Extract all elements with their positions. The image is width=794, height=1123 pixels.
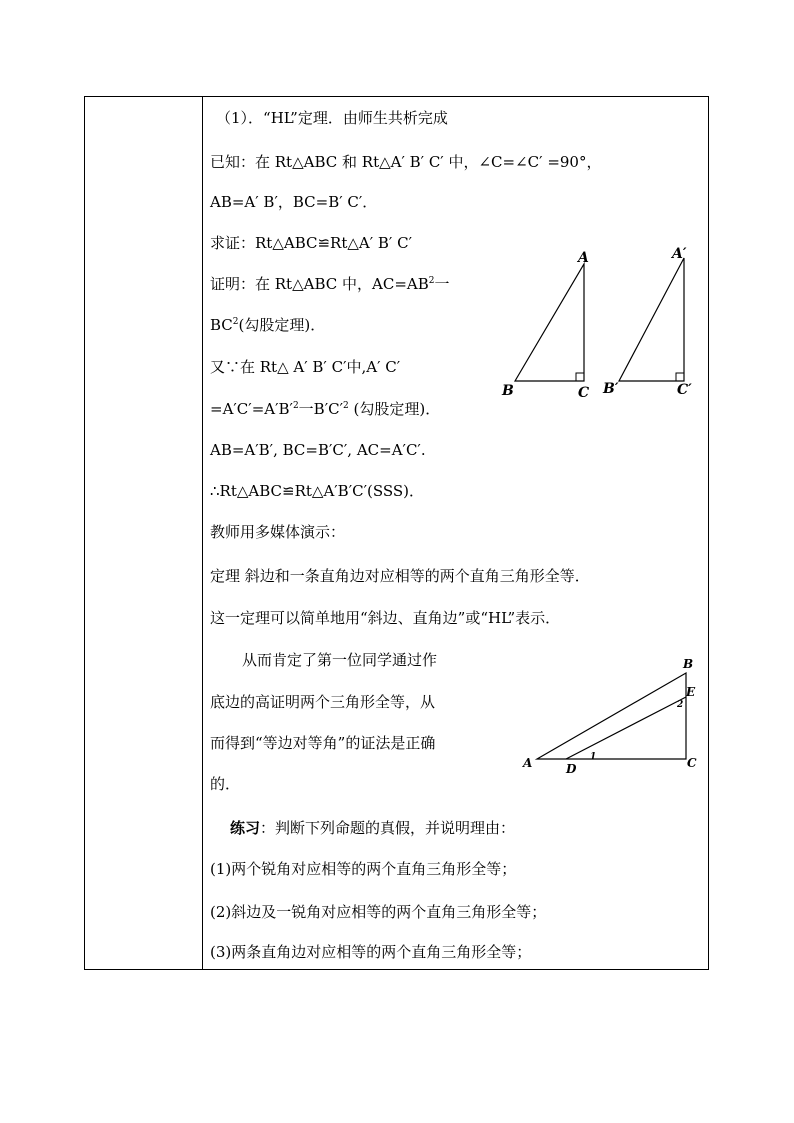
triangle-abc-figure (498, 245, 608, 405)
triangle-abc (515, 264, 584, 381)
text-line-exercise (230, 818, 515, 838)
text-line-proof-start (210, 274, 450, 294)
triangle-abc-large (537, 673, 686, 759)
exercise-item-2: (2)斜边及一锐角对应相等的两个直角三角形全等； (210, 903, 547, 921)
eq-part1: =A′C′=A′B′ (210, 400, 293, 418)
exercise-label: 练习 (230, 819, 261, 837)
triangle-a1b1c1 (619, 258, 684, 381)
triangle-ade-figure (520, 655, 710, 780)
text-line-equal-sides: AB=A′B′, BC=B′C′, AC=A′C′. (210, 441, 426, 459)
minus-sign: 一 (434, 275, 450, 293)
label-a-prime: A′ (672, 246, 687, 262)
text-line-hl-heading: （1）．“HL”定理．由师生共析完成 (216, 109, 448, 127)
superscript-2: 2 (232, 317, 239, 327)
label-c: C (578, 385, 590, 401)
text-line-correct: 而得到“等边对等角”的证法是正确 (210, 734, 436, 752)
segment-de (566, 697, 686, 759)
label-b: B (683, 657, 694, 671)
label-a: A (578, 250, 589, 266)
text-line-given: 已知：在 Rt△ABC 和 Rt△A′ B′ C′ 中，∠C=∠C′ =90°， (210, 153, 602, 171)
text-line-pythagoras (210, 315, 325, 335)
superscript-2: 2 (428, 276, 435, 286)
lesson-table (84, 96, 709, 970)
label-b-prime: B′ (603, 381, 619, 397)
label-a: A (523, 756, 533, 770)
eq-part3: (勾股定理)． (348, 400, 441, 418)
label-e: E (686, 685, 696, 699)
text-line-hl-naming: 这一定理可以简单地用“斜边、直角边”或“HL”表示． (210, 609, 561, 627)
label-c: C (687, 756, 697, 770)
label-d: D (566, 762, 577, 776)
bc-text: BC (210, 316, 233, 334)
pythagoras-note: (勾股定理)． (238, 316, 326, 334)
text-line-theorem: 定理 斜边和一条直角边对应相等的两个直角三角形全等． (210, 567, 590, 585)
text-line-teacher-demo: 教师用多媒体演示： (210, 523, 346, 541)
text-line-altitude: 底边的高证明两个三角形全等，从 (210, 693, 436, 711)
column-divider (202, 97, 203, 969)
text-line-given-sides: AB=A′ B′，BC=B′ C′． (210, 193, 378, 211)
right-angle-mark (576, 373, 584, 381)
triangle-a1b1c1-figure (600, 240, 710, 400)
label-b: B (502, 383, 514, 399)
text-line-end: 的． (210, 775, 241, 793)
proof-text: 证明：在 Rt△ABC 中，AC=AB (210, 275, 429, 293)
text-line-ac-equation (210, 399, 440, 419)
text-line-prove: 求证：Rt△ABC≌Rt△A′ B′ C′ (210, 234, 412, 252)
right-angle-mark (676, 373, 684, 381)
angle-label-2: 2 (677, 700, 684, 710)
eq-part2: 一B′C′ (298, 400, 343, 418)
text-line-affirm: 从而肯定了第一位同学通过作 (242, 651, 438, 669)
label-c-prime: C′ (677, 382, 692, 398)
exercise-item-3: (3)两条直角边对应相等的两个直角三角形全等； (210, 943, 532, 961)
text-line-conclusion: ∴Rt△ABC≌Rt△A′B′C′(SSS)． (210, 482, 424, 500)
superscript-2: 2 (292, 401, 299, 411)
exercise-item-1: (1)两个锐角对应相等的两个直角三角形全等； (210, 860, 517, 878)
text-line-also: 又∵在 Rt△ A′ B′ C′中,A′ C′ (210, 358, 401, 376)
angle-label-1: 1 (590, 752, 597, 762)
superscript-2: 2 (342, 401, 349, 411)
exercise-instruction: ：判断下列命题的真假，并说明理由： (260, 819, 516, 837)
